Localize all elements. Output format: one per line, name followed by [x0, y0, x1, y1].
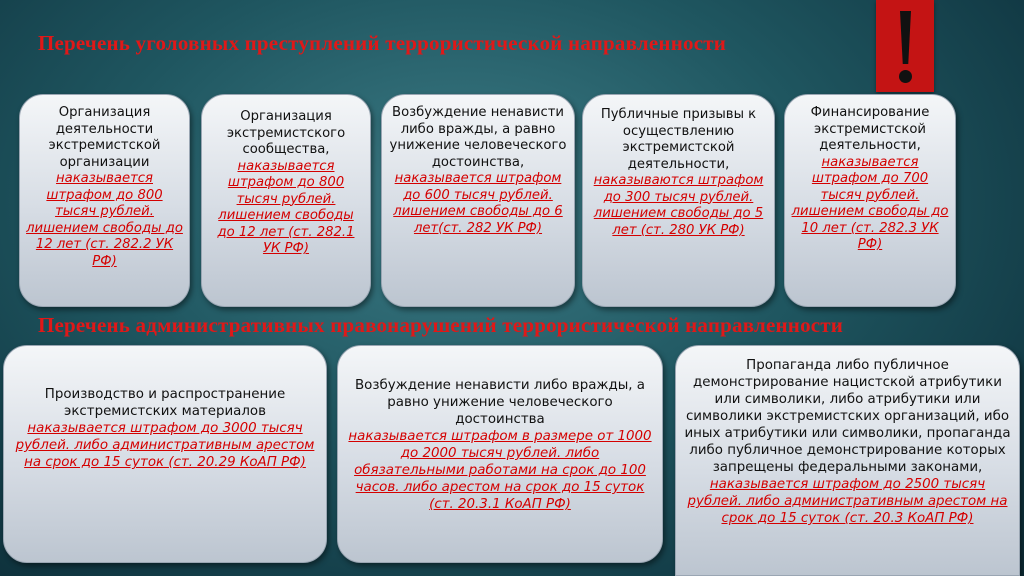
card-description: Возбуждение ненависти либо вражды, а равно унижение человеческого достоинства — [354, 378, 646, 427]
criminal-card-public-calls — [582, 94, 775, 307]
card-penalty: наказывается штрафом до 2500 тысяч рублей. либо административным арестом на срок до 15 суток (ст. 20.3 КоАП РФ) — [687, 477, 1008, 526]
card-penalty: наказывается штрафом до 600 тысяч рублей. лишением свободы до 6 лет(ст. 282 УК РФ) — [393, 171, 563, 236]
card-description: Публичные призывы к осуществлению экстремистской деятельности, — [600, 107, 757, 172]
criminal-card-incitement-hatred — [381, 94, 575, 307]
card-description: Организация деятельности экстремистской организации — [48, 105, 161, 170]
card-description: Финансирование экстремистской деятельности, — [810, 105, 930, 153]
admin-card-nazi-symbols — [675, 345, 1020, 576]
card-penalty: наказываются штрафом до 300 тысяч рублей. лишением свободы до 5 лет (ст. 280 УК РФ) — [593, 173, 764, 238]
card-penalty: наказывается штрафом до 3000 тысяч рублей. либо административным арестом на срок до 15 суток (ст. 20.29 КоАП РФ) — [15, 421, 315, 470]
card-description: Организация экстремистского сообщества, — [226, 109, 346, 157]
admin-card-extremist-materials — [3, 345, 327, 563]
card-penalty: наказывается штрафом до 700 тысяч рублей. лишением свободы до 10 лет (ст. 282.3 УК РФ) — [791, 154, 949, 252]
administrative-list-title: Перечень административных правонарушений террористической направленности — [38, 313, 844, 337]
card-description: Пропаганда либо публичное демонстрирование нацистской атрибутики или символики, либо атрибутики или символики экстремистских организаций, ибо иных атрибутики или символики, пропаганда либо публичное демонстрирование которых запрещены федеральными законами, — [684, 358, 1011, 475]
criminal-card-extremist-organization — [19, 94, 190, 307]
card-description: Возбуждение ненависти либо вражды, а равно унижение человеческого достоинства, — [389, 105, 567, 170]
exclamation-dot — [899, 70, 912, 83]
card-penalty: наказывается штрафом в размере от 1000 до 2000 тысяч рублей. либо обязательными работами на срок до 100 часов. либо арестом на срок до 15 суток (ст. 20.3.1 КоАП РФ) — [348, 429, 652, 512]
admin-card-incitement-hatred — [337, 345, 663, 563]
card-description: Производство и распространение экстремистских материалов — [44, 387, 286, 419]
card-body — [682, 357, 1013, 527]
exclamation-bar — [900, 11, 911, 64]
exclamation-icon — [876, 0, 934, 92]
criminal-card-financing — [784, 94, 956, 307]
card-penalty: наказывается штрафом до 800 тысяч рублей. лишением свободы до 12 лет (ст. 282.1 УК РФ) — [217, 158, 355, 256]
criminal-card-extremist-community — [201, 94, 371, 307]
card-penalty: наказывается штрафом до 800 тысяч рублей. лишением свободы до 12 лет (ст. 282.2 УК РФ) — [26, 171, 183, 269]
criminal-list-title: Перечень уголовных преступлений террористической направленности — [38, 31, 727, 55]
